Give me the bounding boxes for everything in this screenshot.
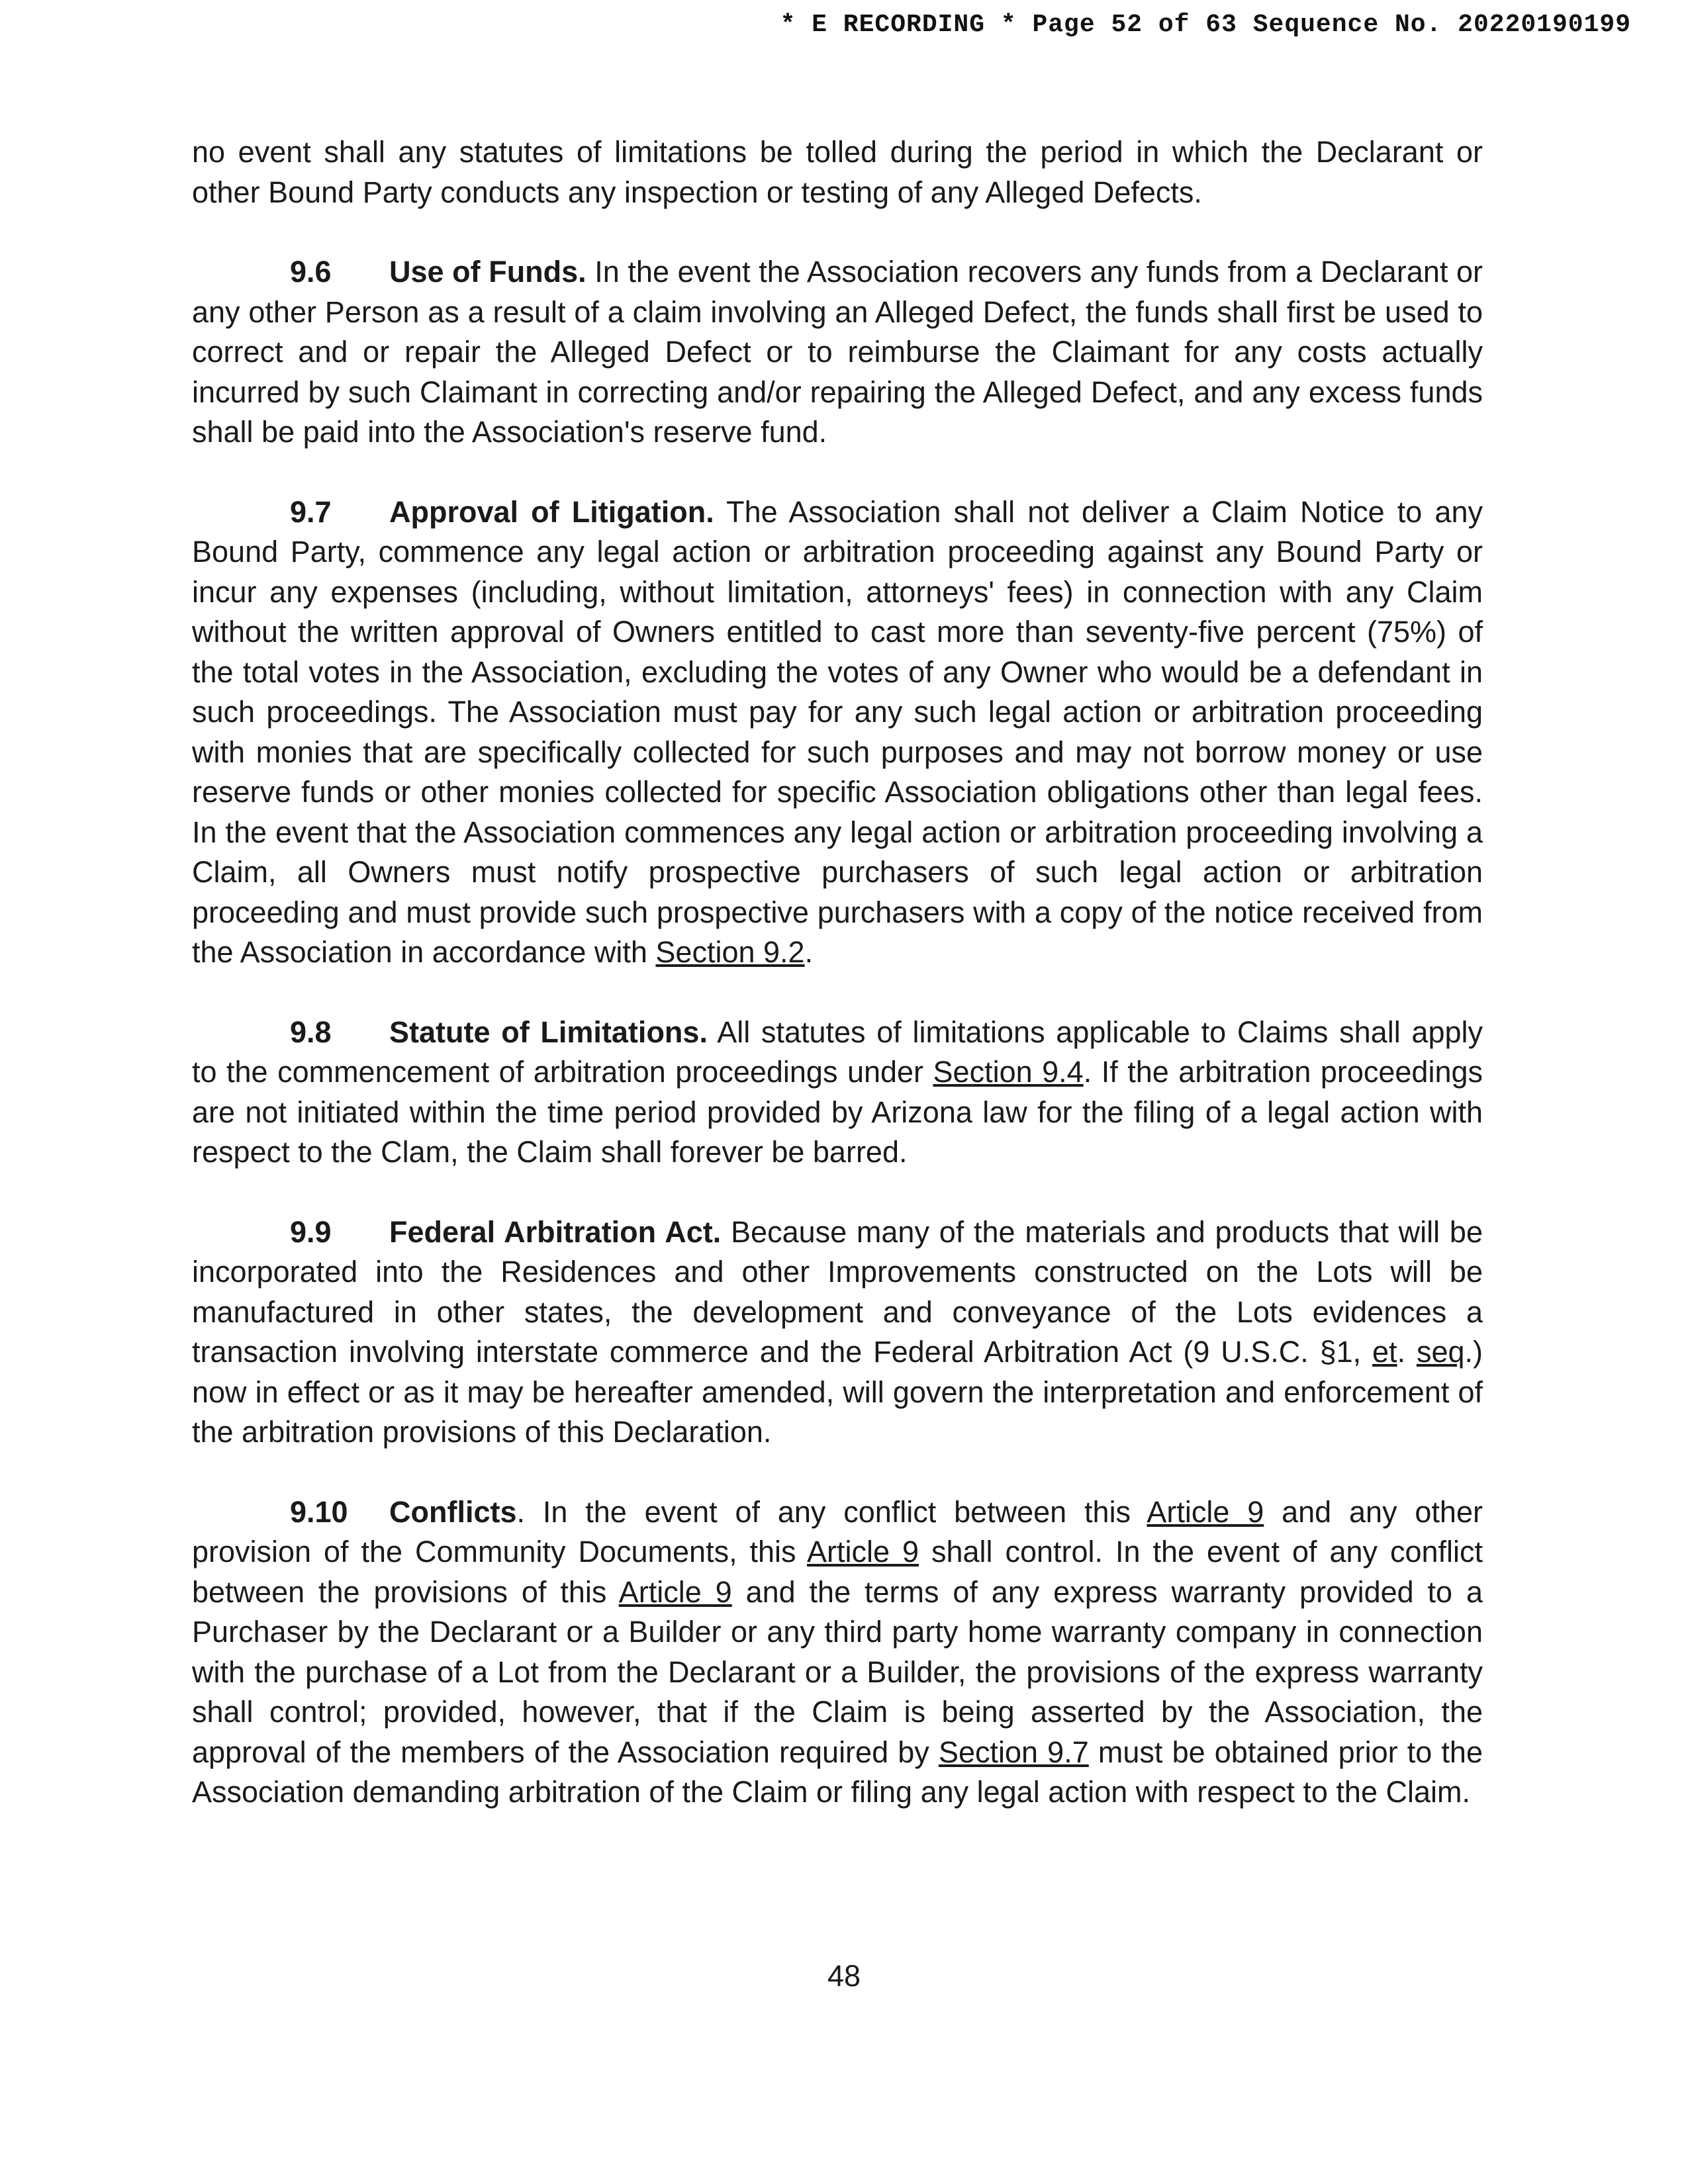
section-number: 9.7 (290, 494, 332, 529)
section-9-7 (192, 492, 1483, 973)
section-number: 9.9 (290, 1214, 332, 1249)
section-9-8 (192, 1013, 1483, 1173)
section-text: .) now in effect or as it may be hereafter amended, will govern the interpretation and enforcement of the arbitration provisions of this Declaration. (192, 1335, 1483, 1449)
section-text: In the event the Association recovers any funds from a Declarant or any other Person as a result of a claim involving an Alleged Defect, the funds shall first be used to correct and or repair the Alleged Defect or to reimburse the Claimant for any costs actually incurred by such Claimant in correcting and/or repairing the Alleged Defect, and any excess funds shall be paid into the Association's reserve fund. (192, 255, 1483, 449)
recording-header: * E RECORDING * Page 52 of 63 Sequence No. 20220190199 (780, 11, 1631, 39)
cross-reference: Section 9.2 (655, 935, 805, 969)
cross-reference: Article 9 (1147, 1494, 1264, 1529)
section-title: Conflicts (389, 1494, 517, 1529)
section-text: . In the event of any conflict between this (516, 1494, 1131, 1529)
section-title: Use of Funds. (389, 255, 586, 289)
cross-reference: Section 9.7 (938, 1735, 1089, 1769)
section-number: 9.8 (290, 1015, 332, 1049)
section-text: The Association shall not deliver a Claim Notice to any Bound Party, commence any legal action or arbitration proceeding against any Bound Party or incur any expenses (including, without limitation, attorneys' fees) in connection with any Claim without the written approval of Owners entitled to cast more than seventy-five percent (75%) of the total votes in the Association, excluding the votes of any Owner who would be a defendant in such proceedings. The Association must pay for any such legal action or arbitration proceeding with monies that are specifically collected for such purposes and may not borrow money or use reserve funds or other monies collected for specific Association obligations other than legal fees. In the event that the Association commences any legal action or arbitration proceeding involving a Claim, all Owners must notify prospective purchasers of such legal action or arbitration proceeding and must provide such prospective purchasers with a copy of the notice received from the Association in accordance with (192, 494, 1483, 969)
section-text: . (1397, 1335, 1406, 1369)
cross-reference: et (1372, 1335, 1397, 1369)
section-text: shall control. In the event of any conflict between the provisions of this (192, 1535, 1483, 1609)
section-number: 9.6 (290, 255, 332, 289)
section-title: Federal Arbitration Act. (389, 1214, 722, 1249)
section-text: and the terms of any express warranty provided to a Purchaser by the Declarant or a Builder or any third party home warranty company in connection with the purchase of a Lot from the Declarant or a Builder, the provisions of the express warranty shall control; provided, however, that if the Claim is being asserted by the Association, the approval of the members of the Association required by (192, 1574, 1483, 1769)
section-text: and any other provision of the Community Documents, this (192, 1494, 1483, 1569)
section-text: Because many of the materials and products that will be incorporated into the Residences and other Improvements constructed on the Lots will be manufactured in other states, the development and conveyance of the Lots evidences a transaction involving interstate commerce and the Federal Arbitration Act (9 U.S.C. §1, (192, 1214, 1483, 1369)
section-title: Approval of Litigation. (389, 494, 714, 529)
section-text: . If the arbitration proceedings are not initiated within the time period provided by Arizona law for the filing of a legal action with respect to the Clam, the Claim shall forever be barred. (192, 1055, 1483, 1169)
section-9-9 (192, 1212, 1483, 1453)
document-body (192, 132, 1483, 1852)
page-number: 48 (827, 1959, 861, 1993)
section-text: All statutes of limitations applicable to Claims shall apply to the commencement of arbitration proceedings under (192, 1015, 1483, 1089)
section-9-10 (192, 1492, 1483, 1813)
section-9-6 (192, 252, 1483, 453)
cross-reference: seq (1416, 1335, 1465, 1369)
section-text: . (804, 935, 814, 969)
continued-paragraph: no event shall any statutes of limitations be tolled during the period in which the Declarant or other Bound Party conducts any inspection or testing of any Alleged Defects. (192, 135, 1483, 209)
cross-reference: Article 9 (807, 1535, 919, 1569)
section-title: Statute of Limitations. (389, 1015, 708, 1049)
section-text: must be obtained prior to the Association demanding arbitration of the Claim or filing any legal action with respect to the Claim. (192, 1735, 1483, 1809)
cross-reference: Section 9.4 (933, 1055, 1084, 1089)
section-number: 9.10 (290, 1494, 348, 1529)
cross-reference: Article 9 (618, 1574, 732, 1609)
